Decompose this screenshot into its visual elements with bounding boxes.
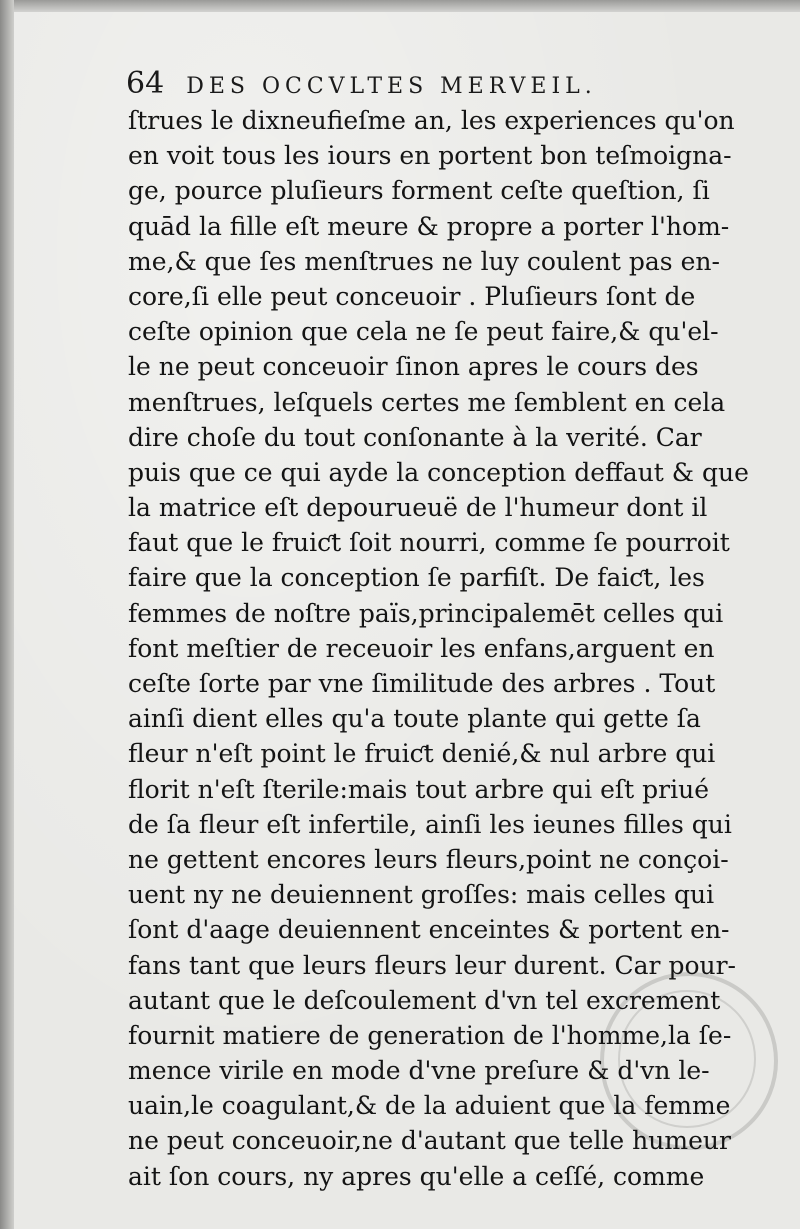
- text-line: autant que le deſcoulement d'vn tel excrement: [128, 985, 721, 1015]
- running-title: DES OCCVLTES MERVEIL.: [186, 74, 597, 99]
- text-block: [128, 103, 758, 1194]
- text-line: quād la fille eſt meure & propre a porter l'hom-: [128, 211, 730, 241]
- text-line: uain,le coagulant,& de la aduient que la femme: [128, 1091, 731, 1121]
- text-line: florit n'eſt ſterile:mais tout arbre qui eſt priué: [128, 774, 709, 804]
- text-line: fleur n'eſt point le fruiƈt denié,& nul arbre qui: [128, 739, 716, 769]
- text-line: ge, pource pluſieurs forment ceſte queſtion, ſi: [128, 176, 710, 206]
- text-line: le ne peut conceuoir ſinon apres le cours des: [128, 352, 699, 382]
- text-line: ceſte opinion que cela ne ſe peut faire,& qu'el-: [128, 317, 719, 347]
- text-line: mence virile en mode d'vne preſure & d'vn le-: [128, 1056, 710, 1086]
- text-line: femmes de noſtre païs,principalemēt celles qui: [128, 598, 724, 628]
- text-line: ne peut conceuoir,ne d'autant que telle humeur: [128, 1126, 731, 1156]
- text-line: ait ſon cours, ny apres qu'elle a ceſſé, comme: [128, 1161, 705, 1191]
- text-line: core,ſi elle peut conceuoir . Pluſieurs ſont de: [128, 281, 696, 311]
- text-line: uent ny ne deuiennent groſſes: mais celles qui: [128, 880, 715, 910]
- text-line: fans tant que leurs fleurs leur durent. Car pour-: [128, 950, 737, 980]
- text-line: ceſte ſorte par vne ſimilitude des arbres . Tout: [128, 669, 716, 698]
- text-line: ſtrues le dixneufieſme an, les experiences qu'on: [128, 106, 735, 135]
- page-number: 64: [126, 66, 165, 101]
- text-line: menſtrues, leſquels certes me ſemblent en cela: [128, 387, 726, 417]
- running-head: [126, 66, 686, 106]
- text-line: dire choſe du tout conſonante à la verité. Car: [128, 422, 702, 452]
- text-line: ne gettent encores leurs fleurs,point ne conçoi-: [128, 844, 729, 874]
- text-line: de ſa fleur eſt infertile, ainſi les ieunes filles qui: [128, 809, 732, 839]
- text-line: ainſi dient elles qu'a toute plante qui gette ſa: [128, 704, 701, 734]
- text-line: puis que ce qui ayde la conception deffaut & que: [128, 457, 749, 487]
- text-line: la matrice eſt depourueuë de l'humeur dont il: [128, 493, 708, 523]
- text-line: fournit matiere de generation de l'homme,la ſe-: [128, 1020, 732, 1050]
- text-line: en voit tous les iours en portent bon teſmoigna-: [128, 141, 732, 171]
- scan-edge-left: [0, 0, 14, 1229]
- text-line: faut que le fruiƈt ſoit nourri, comme ſe pourroit: [128, 528, 730, 558]
- text-line: font meſtier de receuoir les enfans,arguent en: [128, 633, 715, 663]
- text-line: me,& que ſes menſtrues ne luy coulent pas en-: [128, 246, 720, 276]
- text-line: faire que la conception ſe parfiſt. De faiƈt, les: [128, 563, 705, 593]
- text-line: ſont d'aage deuiennent enceintes & portent en-: [128, 915, 730, 945]
